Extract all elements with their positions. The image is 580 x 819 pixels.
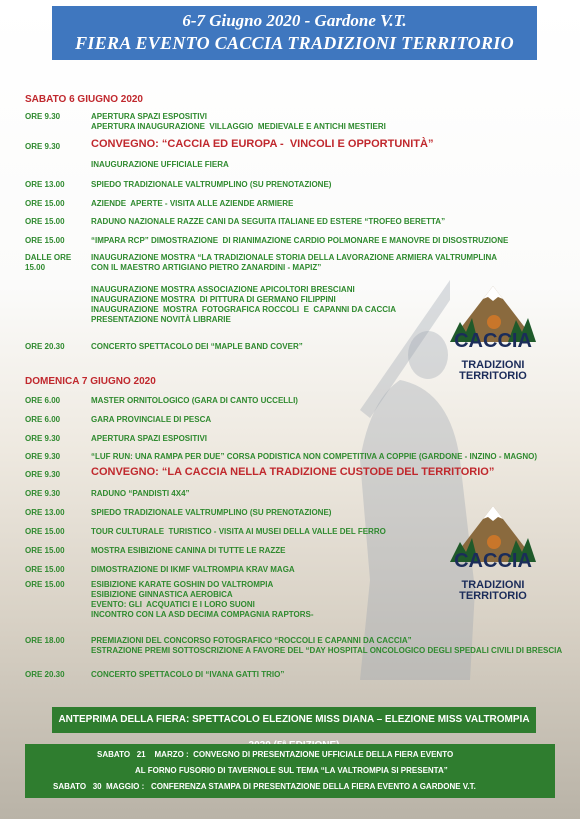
- program-text: CONCERTO SPETTACOLO DI “IVANA GATTI TRIO”: [91, 670, 285, 679]
- program-text: RADUNO NAZIONALE RAZZE CANI DA SEGUITA ITALIANE ED ESTERE “TROFEO BERETTA”: [91, 217, 446, 226]
- program-time: ORE 15.00: [25, 565, 65, 574]
- program-text: INAUGURAZIONE MOSTRA ASSOCIAZIONE APICOLTORI BRESCIANI INAUGURAZIONE MOSTRA DI PITTURA DI GERMANO FILIPPINI INAUGURAZIONE MOSTRA FOTOGRAFICA ROCCOLI E CAPANNI DA CACCIA PRESENTAZIONE NOVITÀ LIBRARIE: [91, 285, 397, 324]
- footer-banner: [25, 744, 555, 798]
- program-text: PREMIAZIONI DEL CONCORSO FOTOGRAFICO “ROCCOLI E CAPANNI DA CACCIA” ESTRAZIONE PREMI SOTTOSCRIZIONE A FAVORE DEL “DAY HOSPITAL ONCOLOGICO DEGLI SPEDALI CIVILI DI BRESCIA: [91, 636, 563, 655]
- program-text: SPIEDO TRADIZIONALE VALTRUMPLINO (SU PRENOTAZIONE): [91, 508, 332, 517]
- saturday-title: SABATO 6 GIUGNO 2020: [25, 94, 143, 105]
- program-text: INAUGURAZIONE UFFICIALE FIERA: [91, 160, 229, 169]
- caccia-logo-2: [438, 502, 548, 602]
- program-time: ORE 9.30: [25, 452, 61, 461]
- program-time: ORE 15.00: [25, 527, 65, 536]
- program-time: ORE 6.00: [25, 396, 61, 405]
- logo-brand: CACCIA: [454, 330, 532, 352]
- program-time: ORE 13.00: [25, 180, 65, 189]
- logo-tradizioni: TRADIZIONI TERRITORIO: [459, 359, 527, 382]
- program-text: AZIENDE APERTE - VISITA ALLE AZIENDE ARMIERE: [91, 199, 294, 208]
- header: [52, 6, 537, 60]
- program-text: CONCERTO SPETTACOLO DEI “MAPLE BAND COVER”: [91, 342, 303, 351]
- footer-line-2: AL FORNO FUSORIO DI TAVERNOLE SUL TEMA “LA VALTROMPIA SI PRESENTA”: [135, 766, 448, 775]
- logo-tradizioni: TRADIZIONI TERRITORIO: [459, 579, 527, 602]
- program-time: ORE 15.00: [25, 199, 65, 208]
- program-text: SPIEDO TRADIZIONALE VALTRUMPLINO (SU PRENOTAZIONE): [91, 180, 332, 189]
- program-time: ORE 9.30: [25, 142, 61, 151]
- header-title: FIERA EVENTO CACCIA TRADIZIONI TERRITORIO: [75, 33, 514, 53]
- program-text: MASTER ORNITOLOGICO (GARA DI CANTO UCCELLI): [91, 396, 298, 405]
- program-text: “IMPARA RCP” DIMOSTRAZIONE DI RIANIMAZIONE CARDIO POLMONARE E MANOVRE DI DISOSTRUZIONE: [91, 236, 509, 245]
- preview-banner: ANTEPRIMA DELLA FIERA: SPETTACOLO ELEZIONE MISS DIANA – ELEZIONE MISS VALTROMPIA: [52, 707, 536, 733]
- caccia-logo: [438, 282, 548, 382]
- program-text: TOUR CULTURALE TURISTICO - VISITA AI MUSEI DELLA VALLE DEL FERRO: [91, 527, 386, 536]
- footer-line-3: SABATO 30 MAGGIO : CONFERENZA STAMPA DI PRESENTAZIONE DELLA FIERA EVENTO A GARDONE V.T.: [53, 782, 476, 791]
- program-text: “LUF RUN: UNA RAMPA PER DUE” CORSA PODISTICA NON COMPETITIVA A COPPIE (GARDONE - INZINO - MAGNO): [91, 452, 538, 461]
- program-text: GARA PROVINCIALE DI PESCA: [91, 415, 212, 424]
- program-time: ORE 15.00: [25, 546, 65, 555]
- program-time: DALLE ORE 15.00: [25, 253, 72, 272]
- program-text: RADUNO “PANDISTI 4X4”: [91, 489, 190, 498]
- program-text: ESIBIZIONE KARATE GOSHIN DO VALTROMPIA ESIBIZIONE GINNASTICA AEROBICA EVENTO: GLI ACQUATICI E I LORO SUONI INCONTRO CON LA ASD DECIMA COMPAGNIA RAPTORS-: [91, 580, 314, 619]
- footer-line-1: SABATO 21 MARZO : CONVEGNO DI PRESENTAZIONE UFFICIALE DELLA FIERA EVENTO: [97, 750, 454, 759]
- program-time: ORE 15.00: [25, 217, 65, 226]
- header-dates: 6-7 Giugno 2020 - Gardone V.T.: [182, 11, 407, 30]
- program-text: CONVEGNO: “LA CACCIA NELLA TRADIZIONE CUSTODE DEL TERRITORIO”: [91, 466, 495, 478]
- program-time: ORE 9.30: [25, 489, 61, 498]
- program-time: ORE 20.30: [25, 670, 65, 679]
- program-text: MOSTRA ESIBIZIONE CANINA DI TUTTE LE RAZZE: [91, 546, 286, 555]
- program-text: INAUGURAZIONE MOSTRA “LA TRADIZIONALE STORIA DELLA LAVORAZIONE ARMIERA VALTRUMPLINA CON IL MAESTRO ARTIGIANO PIETRO ZANARDINI - MAPIZ”: [91, 253, 498, 272]
- program-text: APERTURA SPAZI ESPOSITIVI APERTURA INAUGURAZIONE VILLAGGIO MEDIEVALE E ANTICHI MESTIERI: [91, 112, 386, 131]
- program-text: APERTURA SPAZI ESPOSITIVI: [91, 434, 208, 443]
- program-time: ORE 18.00: [25, 636, 65, 645]
- program-text: DIMOSTRAZIONE DI IKMF VALTROMPIA KRAV MAGA: [91, 565, 295, 574]
- program-time: ORE 13.00: [25, 508, 65, 517]
- program-time: ORE 6.00: [25, 415, 61, 424]
- program-time: ORE 9.30: [25, 434, 61, 443]
- program-time: ORE 15.00: [25, 580, 65, 589]
- program-time: ORE 9.30: [25, 112, 61, 121]
- program-time: ORE 9.30: [25, 470, 61, 479]
- logo-brand: CACCIA: [454, 550, 532, 572]
- program-text: CONVEGNO: “CACCIA ED EUROPA - VINCOLI E OPPORTUNITÀ”: [91, 138, 434, 150]
- program-time: ORE 15.00: [25, 236, 65, 245]
- sunday-title: DOMENICA 7 GIUGNO 2020: [25, 376, 156, 387]
- program-time: ORE 20.30: [25, 342, 65, 351]
